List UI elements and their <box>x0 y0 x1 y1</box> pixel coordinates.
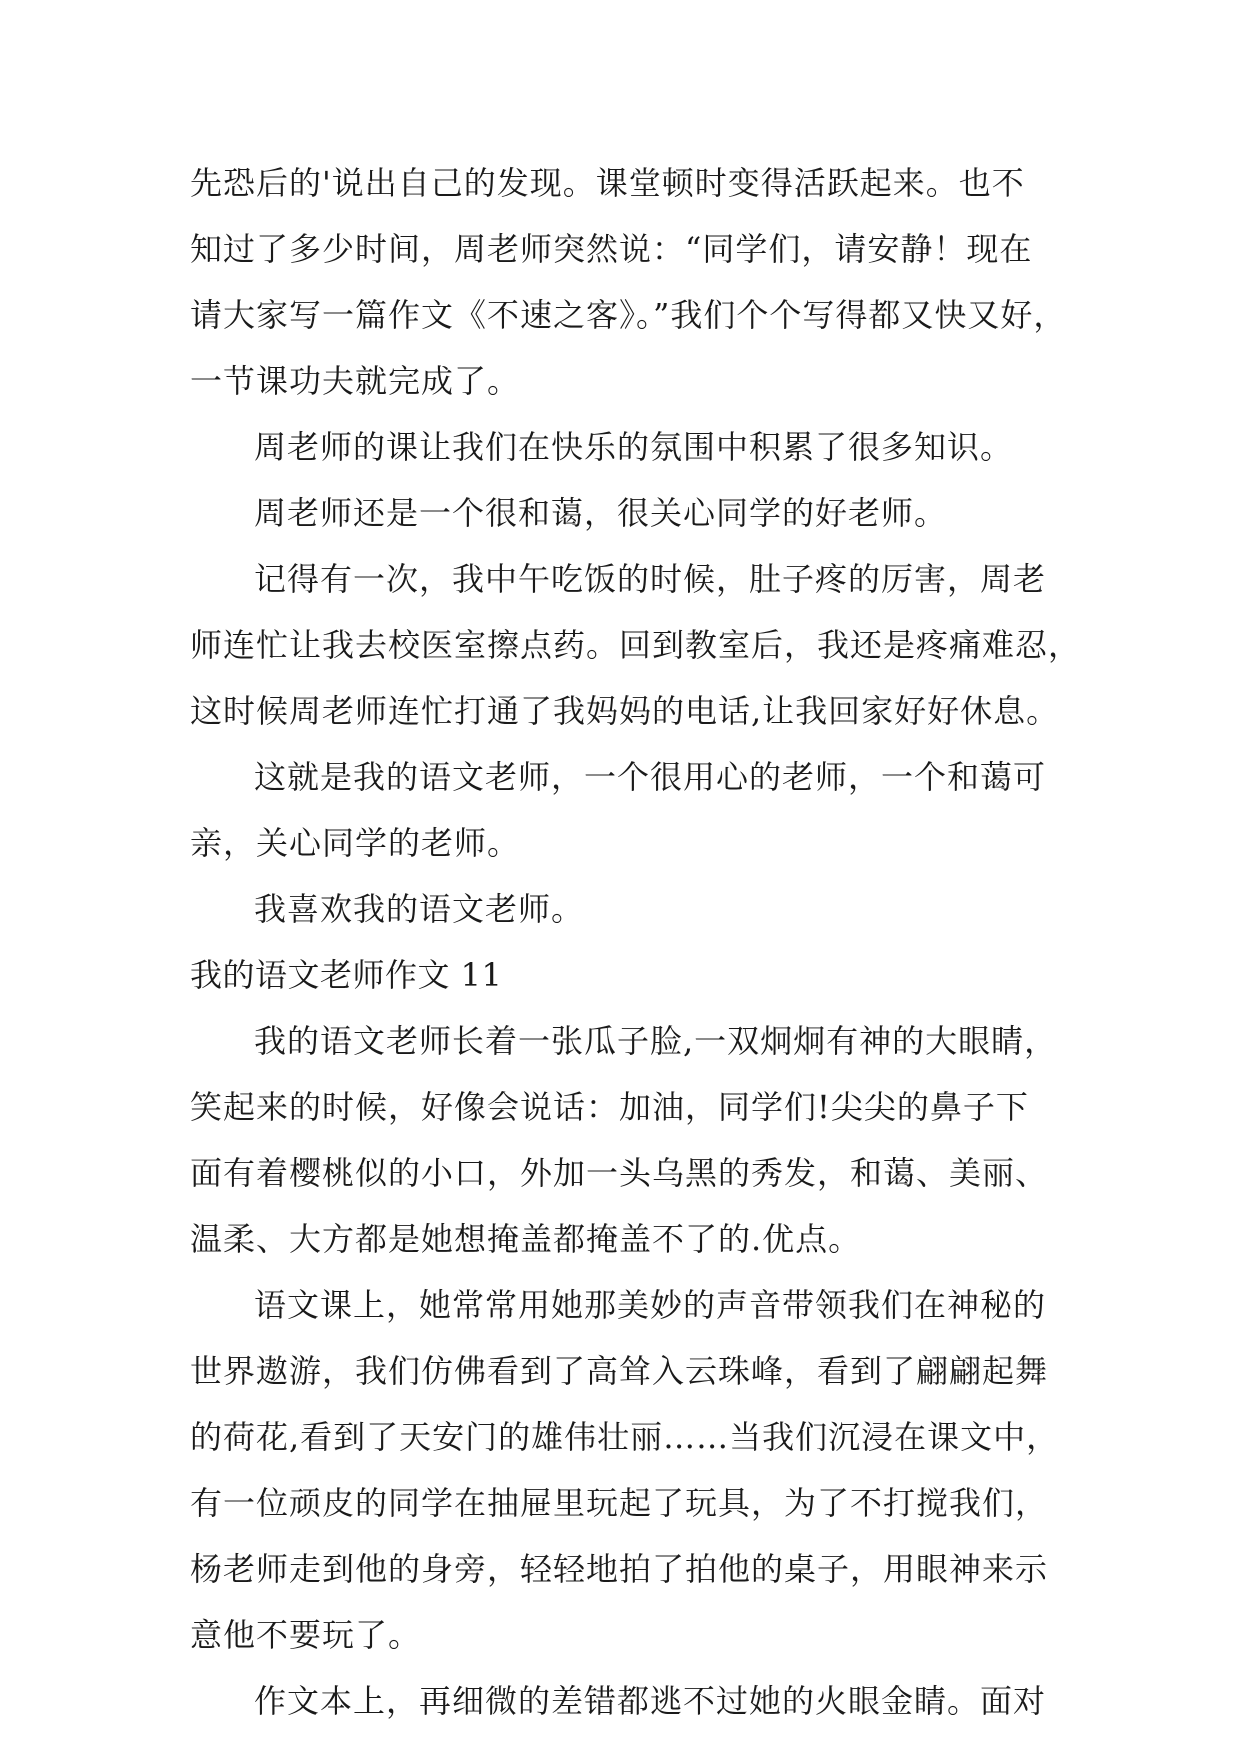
text-line: 一节课功夫就完成了。 <box>190 362 521 400</box>
text-line: 知过了多少时间，周老师突然说：“同学们，请安静！现在 <box>190 230 1033 268</box>
text-line: 周老师的课让我们在快乐的氛围中积累了很多知识。 <box>254 428 1014 466</box>
text-line: 周老师还是一个很和蔼，很关心同学的好老师。 <box>254 494 948 532</box>
text-line: 杨老师走到他的身旁，轻轻地拍了拍他的桌子，用眼神来示 <box>190 1550 1049 1588</box>
paragraph <box>190 1272 1060 1668</box>
text-line: 世界遨游，我们仿佛看到了高耸入云珠峰，看到了翩翩起舞 <box>190 1352 1049 1390</box>
text-line: 这就是我的语文老师，一个很用心的老师，一个和蔼可 <box>254 758 1047 796</box>
paragraph <box>190 1008 1060 1272</box>
paragraph <box>190 744 1060 876</box>
text-line: 我的语文老师长着一张瓜子脸,一双炯炯有神的大眼睛， <box>254 1022 1058 1060</box>
text-line: 师连忙让我去校医室擦点药。回到教室后，我还是疼痛难忍， <box>190 626 1082 664</box>
paragraph <box>190 876 1060 942</box>
paragraph <box>190 1668 1060 1734</box>
text-line: 我喜欢我的语文老师。 <box>254 890 585 928</box>
text-line: 记得有一次，我中午吃饭的时候，肚子疼的厉害，周老 <box>254 560 1047 598</box>
text-line: 这时候周老师连忙打通了我妈妈的电话,让我回家好好休息。 <box>190 692 1060 730</box>
text-line: 语文课上，她常常用她那美妙的声音带领我们在神秘的 <box>254 1286 1047 1324</box>
paragraph-continued <box>190 150 1067 414</box>
text-line: 请大家写一篇作文《不速之客》。”我们个个写得都又快又好， <box>190 296 1067 334</box>
paragraph <box>190 546 1082 744</box>
text-line: 先恐后的'说出自己的发现。课堂顿时变得活跃起来。也不 <box>190 164 1025 202</box>
text-line: 作文本上，再细微的差错都逃不过她的火眼金睛。面对 <box>254 1682 1047 1720</box>
text-line: 意他不要玩了。 <box>190 1616 422 1654</box>
text-line: 的荷花,看到了天安门的雄伟壮丽……当我们沉浸在课文中， <box>190 1418 1060 1456</box>
text-line: 亲，关心同学的老师。 <box>190 824 521 862</box>
paragraph <box>190 414 1060 480</box>
text-line: 面有着樱桃似的小口，外加一头乌黑的秀发，和蔼、美丽、 <box>190 1154 1049 1192</box>
text-line: 笑起来的时候，好像会说话：加油，同学们!尖尖的鼻子下 <box>190 1088 1029 1126</box>
text-line: 温柔、大方都是她想掩盖都掩盖不了的.优点。 <box>190 1220 862 1258</box>
heading-line: 我的语文老师作文 11 <box>190 956 503 994</box>
paragraph <box>190 480 1060 546</box>
section-heading <box>190 942 1060 1008</box>
text-line: 有一位顽皮的同学在抽屉里玩起了玩具，为了不打搅我们， <box>190 1484 1049 1522</box>
